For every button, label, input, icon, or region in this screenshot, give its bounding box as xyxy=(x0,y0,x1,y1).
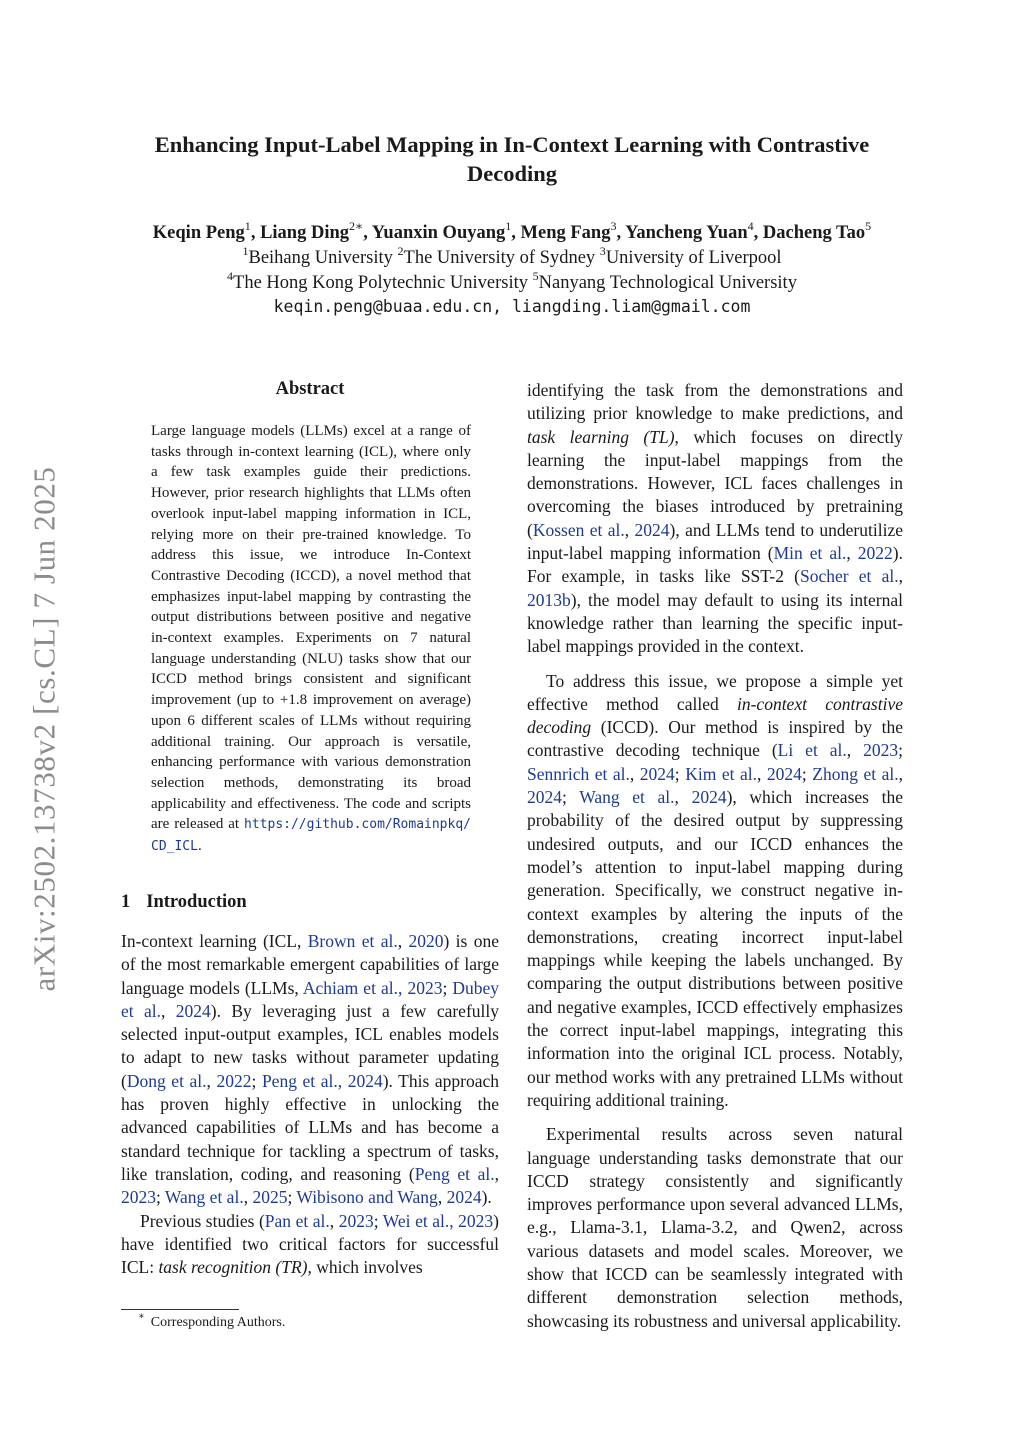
intro-paragraph-2-continued xyxy=(527,379,903,659)
affiliation-name: Nanyang Technological University xyxy=(538,273,797,293)
section-title: Introduction xyxy=(146,892,247,912)
text-run: , xyxy=(674,787,692,808)
citation-link[interactable]: 2025 xyxy=(252,1187,288,1208)
author-affiliation-mark: 2∗ xyxy=(349,218,364,233)
citation-link[interactable]: Wei et al., xyxy=(382,1210,454,1231)
citation-link[interactable]: 2024 xyxy=(347,1070,383,1091)
text-run: ). This approach has proven highly effective in unlocking the advanced capabilities of LLMs and has become a standard technique for tackling a spectrum of tasks, like translation, coding, and reasoning ( xyxy=(121,1070,500,1184)
paper-title: Enhancing Input-Label Mapping in In-Context Learning with Contrastive Decoding xyxy=(154,132,870,186)
text-run: , xyxy=(756,763,767,784)
text-run: , xyxy=(624,519,635,540)
text-run: , xyxy=(397,931,409,951)
author-affiliation-mark: 3 xyxy=(610,218,617,233)
emphasized-term: task recognition (TR) xyxy=(158,1257,308,1278)
citation-link[interactable]: Peng et al., xyxy=(261,1070,343,1091)
author-affiliation-mark: 1 xyxy=(244,218,251,233)
citation-link[interactable]: 2022 xyxy=(857,543,893,564)
text-run: ; xyxy=(801,763,813,784)
intro-paragraph-1 xyxy=(121,930,499,1210)
intro-paragraph-3 xyxy=(527,670,903,1113)
citation-link[interactable]: 2023 xyxy=(458,1210,494,1231)
citation-link[interactable]: 2024 xyxy=(691,787,727,808)
citation-link[interactable]: Dubey et al. xyxy=(121,977,500,1021)
affiliation-line xyxy=(80,268,944,296)
citation-link[interactable]: Wang et al. xyxy=(164,1187,244,1208)
citation-link[interactable]: Li et al. xyxy=(777,740,847,761)
citation-link[interactable]: Pan et al. xyxy=(264,1210,330,1231)
text-run: , which focuses on directly learning the input-label mappings from the demonstrations. However, ICL faces challenges in overcoming the biases introduced by pretraining ( xyxy=(527,426,903,540)
text-run: ; xyxy=(251,1070,262,1091)
text-run: ), and LLMs tend to underutilize input-label mapping information ( xyxy=(527,519,903,564)
abstract-body: Large language models (LLMs) excel at a range of tasks through in-context learning (ICL), where only a few task examples guide their predictions. However, prior research highlights that LLMs often overlook input-label mapping information in ICL, relying more on their pre-trained knowledge. To address this issue, we introduce In-Context Contrastive Decoding (ICCD), a novel method that emphasizes input-label mapping by contrasting the output distributions between positive and negative in-context examples. Experiments on 7 natural language understanding (NLU) tasks show that our ICCD method brings consistent and significant improvement (up to +1.8 improvement on average) upon 6 different scales of LLMs without requiring additional training. Our approach is versatile, enhancing performance with various demonstration selection methods, demonstrating its broad applicability and effectiveness. The code and scripts are released at xyxy=(151,423,471,833)
text-run: To address this issue, we propose a simple yet effective method called xyxy=(527,670,903,714)
text-run: ; xyxy=(562,787,580,808)
footnote-mark: ∗ xyxy=(138,1311,145,1323)
author-name: Yancheng Yuan xyxy=(625,223,748,243)
citation-link[interactable]: 2013b xyxy=(527,589,571,610)
text-run: Previous studies ( xyxy=(140,1210,265,1231)
text-run: (ICCD). Our method is inspired by the contrastive decoding technique ( xyxy=(527,717,903,761)
citation-link[interactable]: Socher et al. xyxy=(799,566,899,587)
text-run: , xyxy=(846,740,864,761)
text-run: , xyxy=(494,1163,500,1184)
text-run: ). By leveraging just a few carefully selected input-output examples, ICL enables models to adapt to new tasks without parameter updating ( xyxy=(121,1000,499,1091)
text-run: ). xyxy=(481,1187,492,1208)
citation-link[interactable]: Min et al. xyxy=(773,543,847,564)
text-run: , xyxy=(437,1187,447,1208)
citation-link[interactable]: 2023 xyxy=(121,1187,156,1208)
arxiv-identifier-stamp xyxy=(16,438,74,1020)
affiliation-mark: 4 xyxy=(227,268,234,283)
section-heading-introduction xyxy=(121,892,247,913)
text-run: , xyxy=(243,1187,253,1208)
author-name: Yuanxin Ouyang xyxy=(371,223,506,243)
text-run: ), the model may default to using its internal knowledge rather than learning the specific input-label mappings provided in the context. xyxy=(527,589,903,657)
text-run: , xyxy=(161,1000,176,1021)
introduction-left-column xyxy=(121,930,499,1279)
intro-paragraph-4 xyxy=(527,1123,903,1333)
text-run: , xyxy=(206,1070,217,1091)
text-run: ) is one of the most remarkable emergent capabilities of large language models (LLMs, xyxy=(121,931,499,998)
citation-link[interactable]: Dong et al. xyxy=(126,1070,207,1091)
citation-link[interactable]: 2024 xyxy=(527,787,562,808)
emphasized-term: task learning (TL) xyxy=(527,426,675,447)
text-run: , xyxy=(898,566,903,587)
citation-link[interactable]: 2022 xyxy=(216,1070,252,1091)
text-run: ; xyxy=(898,740,904,761)
text-run: , which involves xyxy=(307,1257,423,1278)
citation-link[interactable]: 2024 xyxy=(639,763,675,784)
introduction-right-column xyxy=(527,379,903,1333)
author-list: Keqin Peng$^1$, Liang Ding$^{2∗}$, Yuanxin Ouyang$^1$, Meng Fang$^3$, Yancheng Yuan$^4$, Dacheng Tao$^5$ xyxy=(152,218,872,243)
affiliation-mark: 2 xyxy=(397,243,404,258)
author-name: Liang Ding xyxy=(260,223,349,243)
section-number: 1 xyxy=(121,892,131,912)
citation-link[interactable]: Peng et al. xyxy=(414,1163,495,1184)
text-run: , xyxy=(898,763,904,784)
text-run: , xyxy=(846,543,858,564)
text-run: , xyxy=(629,763,640,784)
author-affiliation-mark: 5 xyxy=(865,218,872,233)
citation-link[interactable]: Wibisono and Wang xyxy=(296,1187,438,1208)
citation-link[interactable]: Brown et al. xyxy=(307,931,398,951)
text-run: ; xyxy=(373,1210,383,1231)
affiliation-mark: 5 xyxy=(532,268,539,283)
affiliation-name: The University of Sydney xyxy=(403,248,596,268)
citation-link[interactable]: 2024 xyxy=(446,1187,482,1208)
affiliation-name: Beihang University xyxy=(248,248,393,268)
author-affiliation-mark: 1 xyxy=(505,218,512,233)
citation-link[interactable]: 2020 xyxy=(408,931,444,951)
text-run: , xyxy=(329,1210,339,1231)
code-repository-link[interactable]: https://github.com/Romainpkq/CD_ICL xyxy=(151,817,471,855)
affiliation-line xyxy=(80,243,944,271)
text-run: ) have identified two critical factors for successful ICL: xyxy=(121,1210,499,1278)
text-run: In-context learning (ICL, xyxy=(121,931,308,951)
author-name: Meng Fang xyxy=(520,223,611,243)
text-run: ; xyxy=(674,763,686,784)
author-name: Keqin Peng xyxy=(152,223,245,243)
author-emails: keqin.peng@buaa.edu.cn, liangding.liam@gmail.com xyxy=(273,297,751,316)
citation-link[interactable]: 2023 xyxy=(407,977,443,998)
abstract-end: . xyxy=(197,838,202,855)
citation-link[interactable]: 2023 xyxy=(863,740,899,761)
affiliation-name: University of Liverpool xyxy=(605,248,782,268)
text-run: Experimental results across seven natural language understanding tasks demonstrate that our ICCD strategy consistently and significantly improves performance upon several advanced LLMs, e.g., Llama-3.1, Llama-3.2, and Qwen2, across various datasets and model scales. Moreover, we show that ICCD can be seamlessly integrated with different demonstration selection methods, showcasing its robustness and universal applicability. xyxy=(527,1124,903,1331)
text-run: ), which increases the probability of the desired output by suppressing undesired outputs, and our ICCD enhances the model’s attention to input-label mapping during generation. Specifically, we construct negative in-context examples by altering the inputs of the demonstrations, creating incorrect input-label mappings while keeping the labels unchanged. By comparing the output distributions between positive and negative examples, ICCD effectively emphasizes the correct input-label mappings, integrating this information into the original ICL process. Notably, our method works with any pretrained LLMs without requiring additional training. xyxy=(527,787,903,1110)
citation-link[interactable]: Sennrich et al. xyxy=(527,763,630,784)
text-run: ; xyxy=(442,977,453,998)
citation-link[interactable]: Kim et al. xyxy=(685,763,757,784)
citation-link[interactable]: 2024 xyxy=(634,519,670,540)
author-name: Dacheng Tao xyxy=(762,223,866,243)
citation-link[interactable]: 2023 xyxy=(338,1210,374,1231)
footnote xyxy=(138,1311,286,1331)
arxiv-identifier-text: arXiv:2502.13738v2 [cs.CL] 7 Jun 2025 xyxy=(27,466,63,992)
abstract-text xyxy=(151,421,471,858)
citation-link[interactable]: Achiam et al., xyxy=(302,977,403,998)
author-affiliation-mark: 4 xyxy=(747,218,754,233)
affiliation-mark: 3 xyxy=(599,243,606,258)
text-run: identifying the task from the demonstrations and utilizing prior knowledge to make predictions, and xyxy=(527,380,903,424)
text-run: ; xyxy=(156,1187,165,1208)
emphasized-term: in-context contrastive decoding xyxy=(527,693,903,738)
citation-link[interactable]: Zhong et al. xyxy=(812,763,899,784)
intro-paragraph-2 xyxy=(121,1210,499,1280)
text-run: ; xyxy=(287,1187,297,1208)
footnote-text: Corresponding Authors. xyxy=(150,1315,286,1330)
abstract-heading: Abstract xyxy=(275,379,345,399)
affiliation-mark: 1 xyxy=(242,243,249,258)
citation-link[interactable]: 2024 xyxy=(175,1000,211,1021)
footnote-divider xyxy=(121,1309,239,1310)
affiliation-name: The Hong Kong Polytechnic University xyxy=(233,273,528,293)
citation-link[interactable]: Kossen et al. xyxy=(532,519,625,540)
text-run: ). For example, in tasks like SST-2 ( xyxy=(527,543,903,587)
citation-link[interactable]: Wang et al. xyxy=(579,787,675,808)
citation-link[interactable]: 2024 xyxy=(766,763,802,784)
